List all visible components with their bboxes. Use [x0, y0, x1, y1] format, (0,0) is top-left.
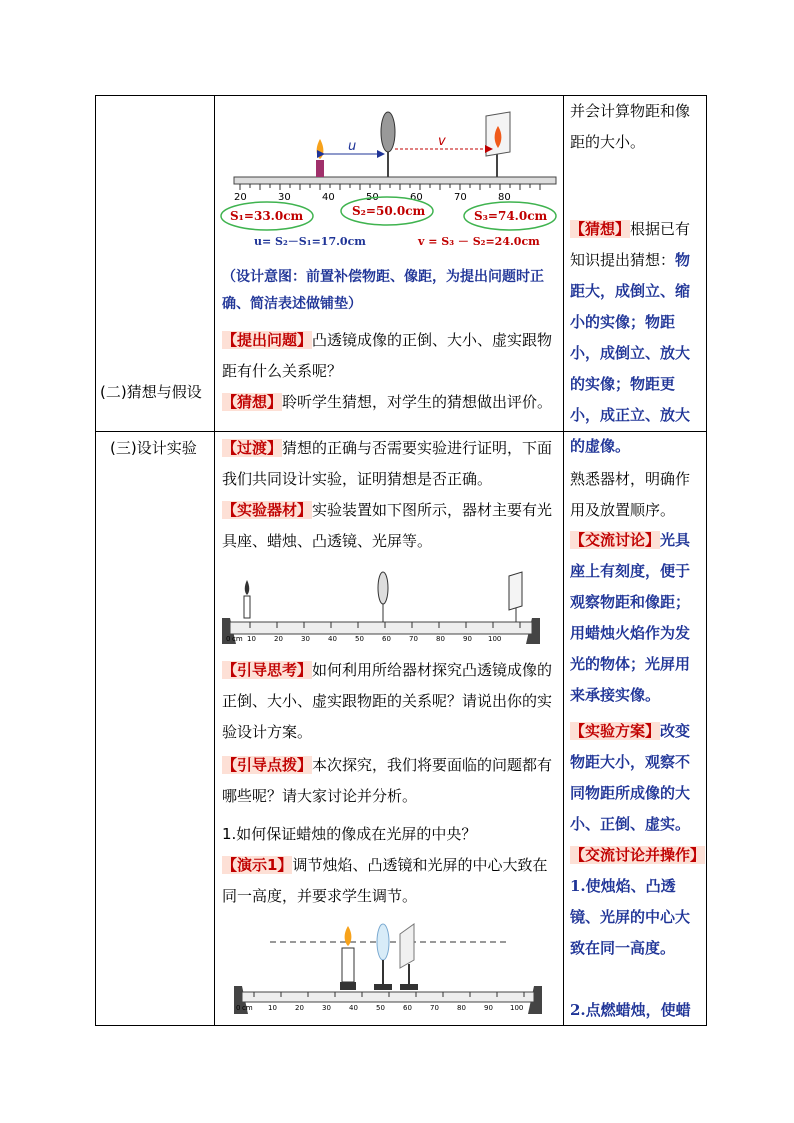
- svg-text:70: 70: [430, 1004, 439, 1012]
- student-op-tag: 【交流讨论并操作】: [570, 846, 706, 864]
- demo-text: 调节烛焰、凸透镜和光屏的中心大致在同一高度，并要求学生调节。: [222, 856, 548, 905]
- student-plan-tag: 【实验方案】: [570, 722, 661, 740]
- student-guess-text: 根据已有知识提出猜想：: [570, 220, 691, 269]
- candle-icon: [244, 596, 250, 618]
- think-tag: 【引导思考】: [222, 661, 313, 679]
- column-divider-1: [214, 96, 215, 1025]
- optical-bench-diagram-3: [234, 920, 550, 1020]
- convex-lens-icon: [378, 572, 388, 604]
- light-screen-icon: [509, 572, 522, 610]
- student-plan: [570, 716, 702, 840]
- lesson-table: [95, 95, 707, 1026]
- s3-label: S₃=74.0cm: [474, 209, 548, 223]
- student-discuss-text: 光具座上有刻度，便于观察物距和像距；用蜡烛火焰作为发光的物体；光屏用来承接实像。: [570, 531, 691, 704]
- student-discuss: [570, 525, 702, 711]
- flame-icon: [345, 926, 352, 946]
- think-text: 如何利用所给器材探究凸透镜成像的正倒、大小、虚实跟物距的关系呢？请说出你的实验设计方案。: [222, 661, 553, 741]
- guess-paragraph: [222, 387, 562, 418]
- hint-paragraph: [222, 750, 562, 812]
- svg-text:40: 40: [328, 635, 337, 643]
- demo-paragraph: [222, 850, 562, 912]
- design-note: （设计意图：前置补偿物距、像距，为提出问题时正确、简洁表述做铺垫）: [222, 269, 544, 312]
- guess-text: 聆听学生猜想，对学生的猜想做出评价。: [282, 393, 553, 411]
- equipment-tag: 【实验器材】: [222, 501, 313, 519]
- scale-label: 20: [234, 192, 247, 203]
- svg-text:80: 80: [436, 635, 445, 643]
- candle-icon: [342, 948, 354, 982]
- student-op-1: 1.使烛焰、凸透镜、光屏的中心大致在同一高度。: [570, 877, 691, 957]
- think-paragraph: [222, 655, 562, 748]
- svg-text:50: 50: [376, 1004, 385, 1012]
- question-1: 1.如何保证蜡烛的像成在光屏的中央？: [222, 825, 477, 843]
- svg-text:0: 0: [236, 1004, 241, 1012]
- candle-icon: [316, 160, 324, 177]
- student-guess-tag: 【猜想】: [570, 220, 631, 238]
- question-tag: 【提出问题】: [222, 331, 313, 349]
- guess-tag: 【猜想】: [222, 393, 283, 411]
- light-screen-icon: [400, 924, 414, 968]
- svg-text:20: 20: [274, 635, 283, 643]
- question-paragraph: [222, 325, 562, 387]
- svg-text:cm: cm: [242, 1004, 253, 1012]
- s1-label: S₁=33.0cm: [230, 209, 304, 223]
- optical-bench-diagram-2: [222, 566, 542, 648]
- svg-text:30: 30: [301, 635, 310, 643]
- flame-icon: [245, 580, 250, 595]
- svg-text:70: 70: [409, 635, 418, 643]
- equipment-paragraph: [222, 495, 562, 557]
- transition-text: 猜想的正确与否需要实验进行证明，下面我们共同设计实验，证明猜想是否正确。: [222, 439, 553, 488]
- svg-text:10: 10: [247, 635, 256, 643]
- s2-label: S₂=50.0cm: [352, 204, 426, 218]
- svg-text:60: 60: [382, 635, 391, 643]
- svg-text:80: 80: [457, 1004, 466, 1012]
- svg-text:50: 50: [355, 635, 364, 643]
- transition-paragraph: [222, 433, 562, 495]
- convex-lens-icon: [377, 924, 389, 960]
- student-op-tag-line: [570, 840, 708, 871]
- student-guess-content: 物距大，成倒立、缩小的实像；物距小，成倒立、放大的实像；物距更小，成正立、放大的虚像。: [570, 251, 691, 455]
- student-guess: [570, 214, 702, 462]
- equipment-text: 实验装置如下图所示，器材主要有光具座、蜡烛、凸透镜、光屏等。: [222, 501, 553, 550]
- v-equation: v = S₃ － S₂=24.0cm: [418, 235, 540, 248]
- svg-text:0: 0: [226, 635, 231, 643]
- student-activity-1: 并会计算物距和像距的大小。: [570, 102, 691, 151]
- u-label: u: [348, 139, 357, 154]
- student-discuss-tag: 【交流讨论】: [570, 531, 661, 549]
- column-divider-2: [563, 96, 564, 1025]
- demo-tag: 【演示1】: [222, 856, 293, 874]
- svg-text:90: 90: [463, 635, 472, 643]
- scale-label: 30: [278, 192, 291, 203]
- svg-text:cm: cm: [232, 635, 243, 643]
- scale-label: 80: [498, 192, 511, 203]
- hint-text: 本次探究，我们将要面临的问题都有哪些呢？请大家讨论并分析。: [222, 756, 553, 805]
- svg-text:100: 100: [510, 1004, 524, 1012]
- svg-text:100: 100: [488, 635, 502, 643]
- hint-tag: 【引导点拨】: [222, 756, 313, 774]
- transition-tag: 【过渡】: [222, 439, 283, 457]
- flame-icon: [317, 139, 324, 159]
- u-equation: u= S₂－S₁=17.0cm: [254, 235, 366, 248]
- svg-text:20: 20: [295, 1004, 304, 1012]
- svg-text:10: 10: [268, 1004, 277, 1012]
- stage-design: (三)设计实验: [110, 439, 197, 457]
- svg-text:40: 40: [349, 1004, 358, 1012]
- svg-text:60: 60: [403, 1004, 412, 1012]
- v-label: v: [438, 134, 446, 149]
- scale-label: 40: [322, 192, 335, 203]
- stage-guess: (二)猜想与假设: [100, 383, 202, 401]
- scale-label: 60: [410, 192, 423, 203]
- student-plan-text: 改变物距大小，观察不同物距所成像的大小、正倒、虚实。: [570, 722, 691, 833]
- optical-bench-diagram-1: [220, 104, 560, 254]
- student-op-2: 2.点燃蜡烛，使蜡: [570, 1001, 691, 1019]
- question-text: 凸透镜成像的正倒、大小、虚实跟物距有什么关系呢？: [222, 331, 553, 380]
- svg-text:90: 90: [484, 1004, 493, 1012]
- student-intro: 熟悉器材，明确作用及放置顺序。: [570, 470, 691, 519]
- convex-lens-icon: [381, 112, 395, 152]
- scale-label: 50: [366, 192, 379, 203]
- svg-text:30: 30: [322, 1004, 331, 1012]
- scale-label: 70: [454, 192, 467, 203]
